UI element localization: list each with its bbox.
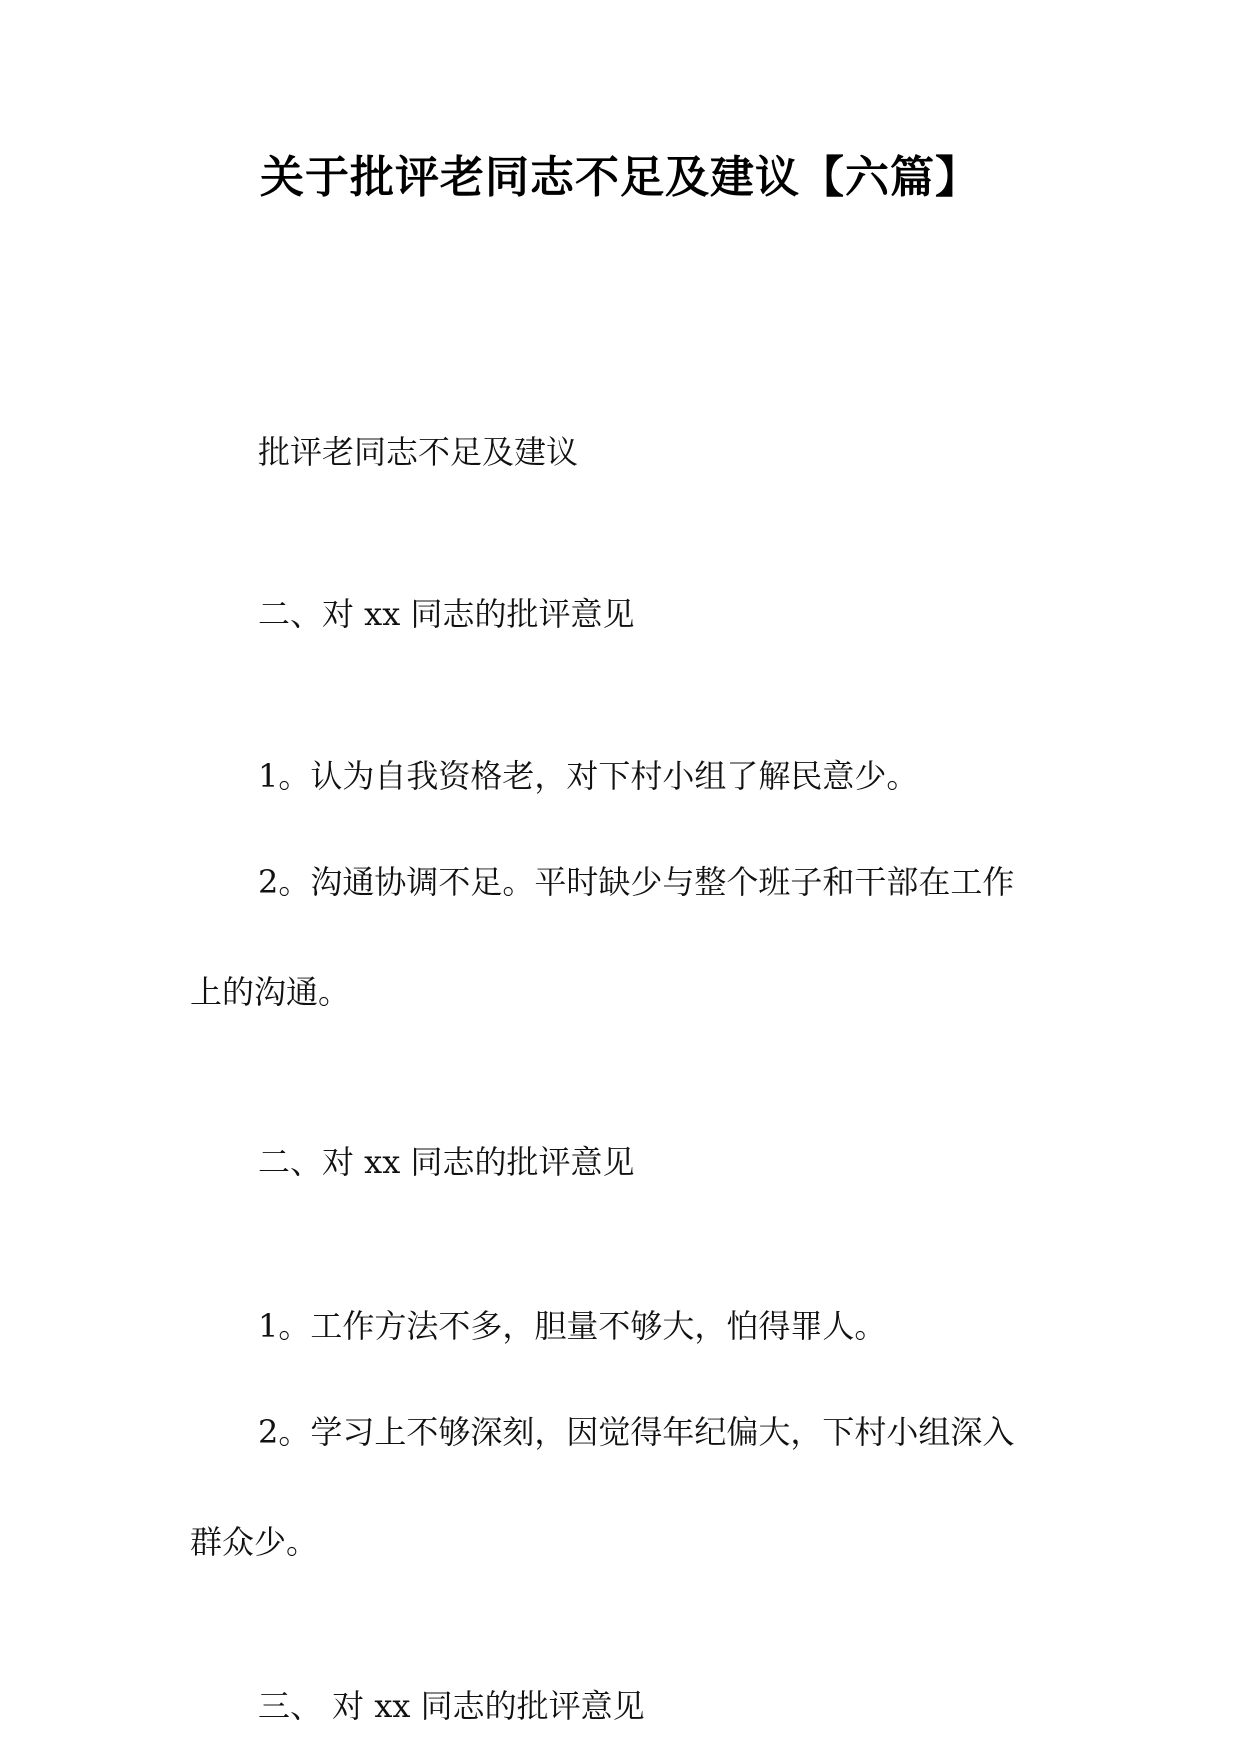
section-heading: 批评老同志不足及建议: [258, 433, 579, 471]
document-title: 关于批评老同志不足及建议【六篇】: [260, 152, 980, 203]
paragraph: 1。认为自我资格老，对下村小组了解民意少。: [258, 757, 919, 795]
subsection-heading: 二、对 xx 同志的批评意见: [258, 595, 635, 633]
paragraph-continuation: 群众少。: [190, 1523, 319, 1561]
paragraph: 1。工作方法不多，胆量不够大，怕得罪人。: [258, 1307, 887, 1345]
subsection-heading: 三、 对 xx 同志的批评意见: [258, 1687, 645, 1725]
paragraph: 2。沟通协调不足。平时缺少与整个班子和干部在工作: [258, 863, 1015, 901]
paragraph-continuation: 上的沟通。: [190, 973, 351, 1011]
paragraph: 2。学习上不够深刻，因觉得年纪偏大，下村小组深入: [258, 1413, 1015, 1451]
subsection-heading: 二、对 xx 同志的批评意见: [258, 1143, 635, 1181]
